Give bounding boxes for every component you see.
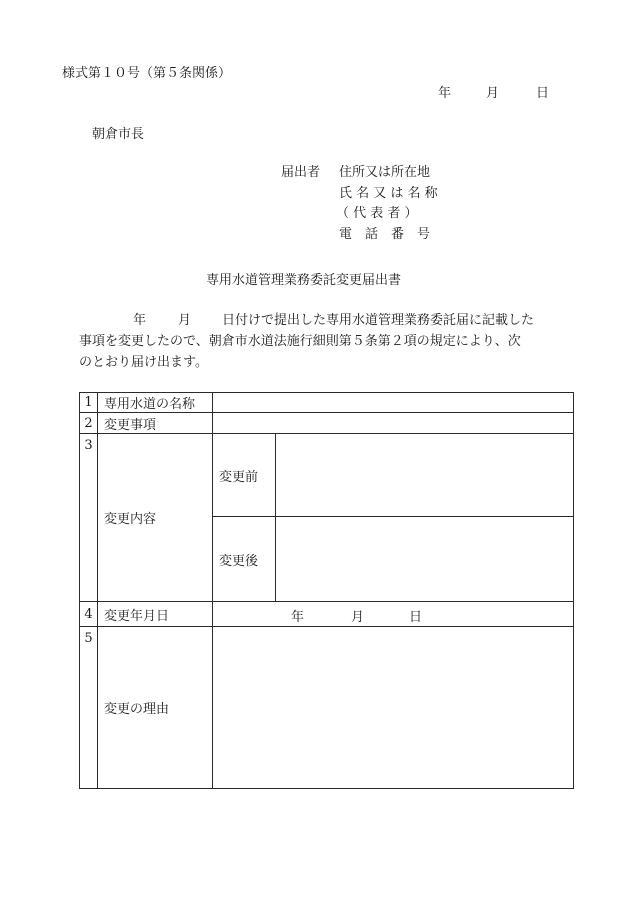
field-label-change-item: 変更事項	[98, 413, 213, 434]
body-line3: のとおり届け出ます。	[79, 355, 208, 370]
date-year-label: 年	[438, 86, 452, 101]
after-change-field[interactable]	[276, 517, 574, 602]
addressee: 朝倉市長	[92, 127, 145, 142]
body-line2: 事項を変更したので、朝倉市水道法施行細則第５条第２項の規定により、次	[79, 334, 521, 349]
form-number: 様式第１０号（第５条関係）	[62, 66, 232, 81]
document-title: 専用水道管理業務委託変更届出書	[206, 273, 402, 288]
field-label-change-reason: 変更の理由	[98, 627, 213, 789]
phone-label: 電 話 番 号	[339, 227, 431, 242]
change-reason-field[interactable]	[213, 627, 574, 789]
row-number: 3	[80, 434, 98, 602]
change-date-month: 月	[351, 610, 365, 625]
table-row	[80, 434, 574, 517]
body-line1: 日付けで提出した専用水道管理業務委託届に記載した	[222, 313, 535, 328]
field-label-change-date: 変更年月日	[98, 602, 213, 627]
name-label: 氏 名 又 は 名 称	[339, 186, 438, 201]
table-row	[80, 627, 574, 789]
change-date-day: 日	[409, 610, 423, 625]
table-row	[80, 602, 574, 627]
field-label-change-content: 変更内容	[98, 434, 213, 602]
change-date-year: 年	[291, 610, 305, 625]
change-date-field[interactable]	[213, 602, 574, 627]
date-day-label: 日	[536, 86, 550, 101]
table-row	[80, 393, 574, 413]
address-label: 住所又は所在地	[339, 165, 431, 180]
body-year: 年	[133, 313, 147, 328]
change-item-field[interactable]	[213, 413, 574, 434]
field-label-water-supply-name: 専用水道の名称	[98, 393, 213, 413]
applicant-label: 届出者	[281, 165, 321, 180]
after-change-label: 変更後	[213, 517, 276, 602]
representative-label: （ 代 表 者 ）	[336, 206, 418, 221]
row-number: 5	[80, 627, 98, 789]
row-number: 4	[80, 602, 98, 627]
body-month: 月	[178, 313, 192, 328]
change-form-table	[79, 392, 574, 789]
row-number: 1	[80, 393, 98, 413]
table-row	[80, 413, 574, 434]
before-change-field[interactable]	[276, 434, 574, 517]
water-supply-name-field[interactable]	[213, 393, 574, 413]
row-number: 2	[80, 413, 98, 434]
before-change-label: 変更前	[213, 434, 276, 517]
date-month-label: 月	[486, 86, 500, 101]
